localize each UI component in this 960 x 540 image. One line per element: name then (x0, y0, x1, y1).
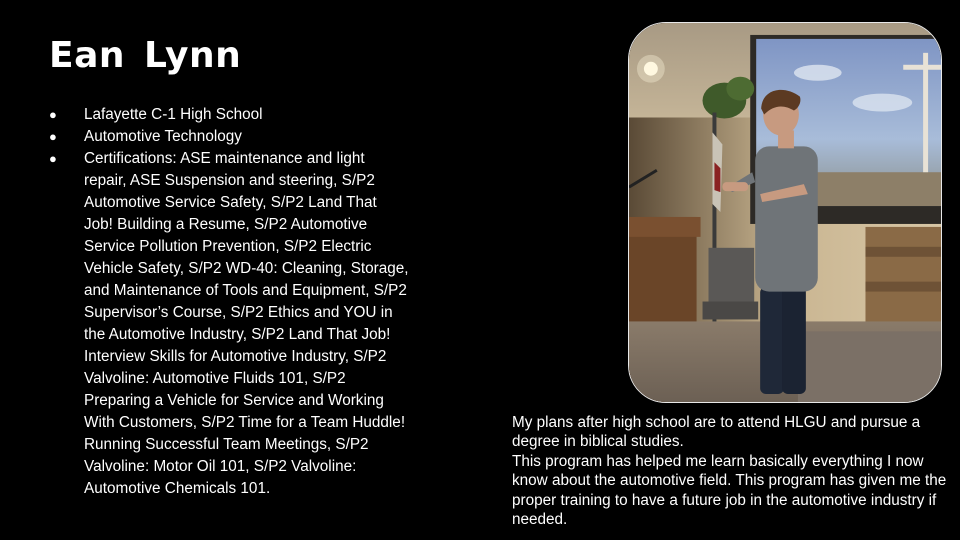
program-reflection-paragraph: This program has helped me learn basically everything I now know about the automotive field. This program has given me the proper training to have a future job in the automotive industry if needed. (512, 452, 947, 529)
certifications-text: Certifications: ASE maintenance and light repair, ASE Suspension and steering, S/P2 Automotive Service Safety, S/P2 Land That Job! Building a Resume, S/P2 Automotive Service Pollution Prevention, S/P2 Electric Vehicle Safety, S/P2 WD-40: Cleaning, Storage, and Maintenance of Tools and Equipment, S/P2 Supervisor’s Course, S/P2 Ethics and YOU in the Automotive Industry, S/P2 Land That Job! Interview Skills for Automotive Industry, S/P2 Valvoline: Automotive Fluids 101, S/P2 Preparing a Vehicle for Service and Working With Customers, S/P2 Time for a Team Huddle! Running Successful Team Meetings, S/P2 Valvoline: Motor Oil 101, S/P2 Valvoline: Automotive Chemicals 101. (84, 150, 409, 497)
student-name: Ean Lynn (49, 35, 242, 76)
bullet-icon: ● (49, 151, 57, 166)
bullet-icon: ● (49, 107, 57, 122)
plans-paragraph: My plans after high school are to attend HLGU and pursue a degree in biblical studies. (512, 414, 921, 451)
student-photo (628, 22, 942, 403)
list-item (49, 104, 409, 126)
bullet-icon: ● (49, 129, 57, 144)
info-list (49, 104, 409, 500)
program-text: Automotive Technology (84, 128, 242, 145)
school-text: Lafayette C-1 High School (84, 106, 263, 123)
list-item (49, 126, 409, 148)
plans-text-block (512, 413, 957, 529)
list-item (49, 148, 409, 500)
